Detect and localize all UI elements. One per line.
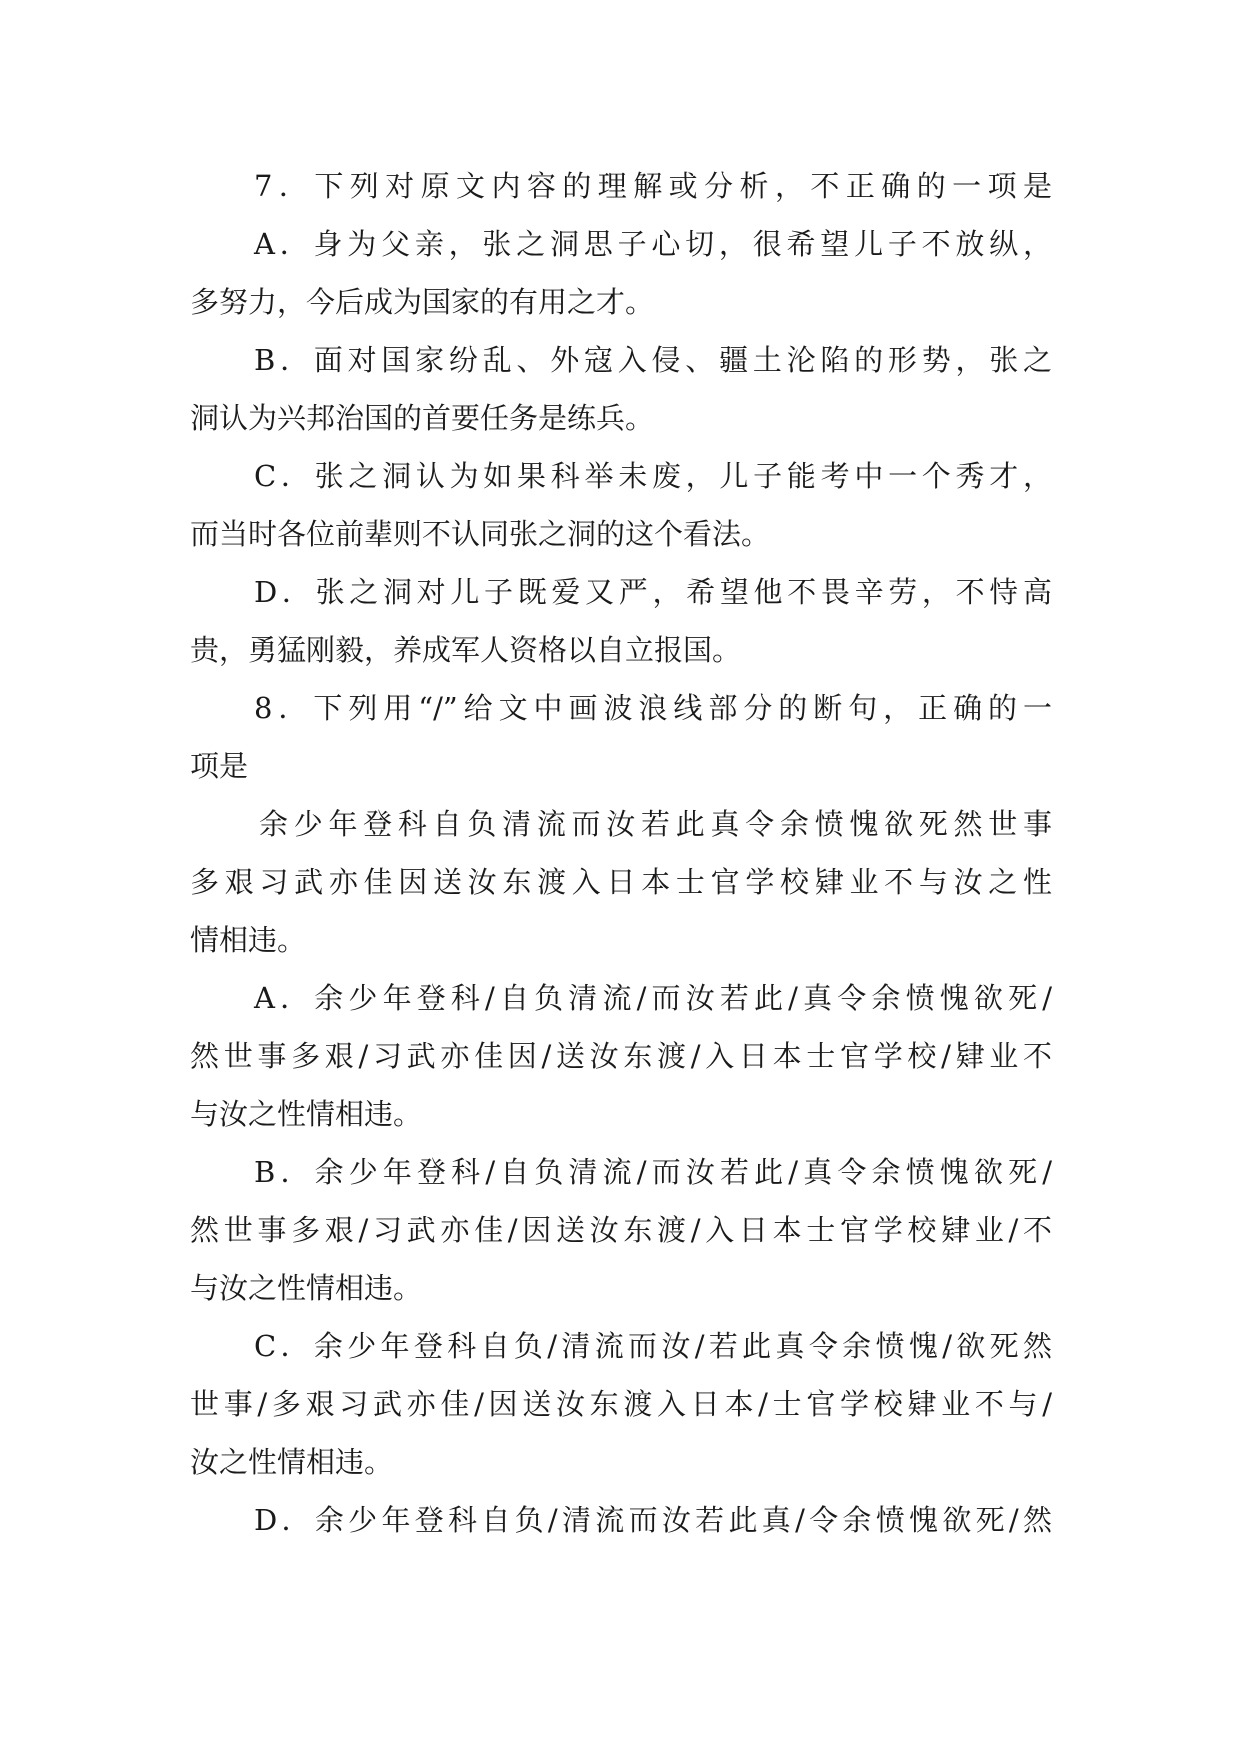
q7-option-d-line-2: 贵，勇猛刚毅，养成军人资格以自立报国。 [190,633,742,667]
q7-option-b-line-2: 洞认为兴邦治国的首要任务是练兵。 [190,401,655,435]
q7-option-a-line-1: A．身为父亲，张之洞思子心切，很希望儿子不放纵， [254,227,1052,261]
q8-option-b-line-3: 与汝之性情相违。 [190,1271,423,1305]
q8-option-c-line-2: 世事/多艰习武亦佳/因送汝东渡入日本/士官学校肄业不与/ [190,1387,1052,1421]
q8-option-a-line-1: A．余少年登科/自负清流/而汝若此/真令余愤愧欲死/ [254,981,1052,1015]
q7-option-d-line-1: D．张之洞对儿子既爱又严，希望他不畏辛劳，不恃高 [254,575,1052,609]
q8-option-b-line-1: B．余少年登科/自负清流/而汝若此/真令余愤愧欲死/ [254,1155,1052,1189]
q8-option-a-line-3: 与汝之性情相违。 [190,1097,423,1131]
q8-option-b-line-2: 然世事多艰/习武亦佳/因送汝东渡/入日本士官学校肄业/不 [190,1213,1052,1247]
passage-line-2: 多艰习武亦佳因送汝东渡入日本士官学校肄业不与汝之性 [190,865,1052,899]
question-8-stem-line-2: 项是 [190,749,249,783]
q8-option-a-line-2: 然世事多艰/习武亦佳因/送汝东渡/入日本士官学校/肄业不 [190,1039,1052,1073]
question-8-stem-line-1: 8．下列用“/”给文中画波浪线部分的断句，正确的一 [254,691,1052,725]
q7-option-b-line-1: B．面对国家纷乱、外寇入侵、疆土沦陷的形势，张之 [254,343,1052,377]
q8-option-d-line-1: D．余少年登科自负/清流而汝若此真/令余愤愧欲死/然 [254,1503,1052,1537]
q7-option-c-line-1: C．张之洞认为如果科举未废，儿子能考中一个秀才， [254,459,1052,493]
q8-option-c-line-1: C．余少年登科自负/清流而汝/若此真令余愤愧/欲死然 [254,1329,1052,1363]
q7-option-c-line-2: 而当时各位前辈则不认同张之洞的这个看法。 [190,517,771,551]
q7-option-a-line-2: 多努力，今后成为国家的有用之才。 [190,285,655,319]
passage-line-1: 余少年登科自负清流而汝若此真令余愤愧欲死然世事 [259,807,1052,841]
q8-option-c-line-3: 汝之性情相违。 [190,1445,394,1479]
passage-line-3: 情相违。 [190,923,307,957]
question-7-stem: 7．下列对原文内容的理解或分析，不正确的一项是 [254,169,1052,203]
